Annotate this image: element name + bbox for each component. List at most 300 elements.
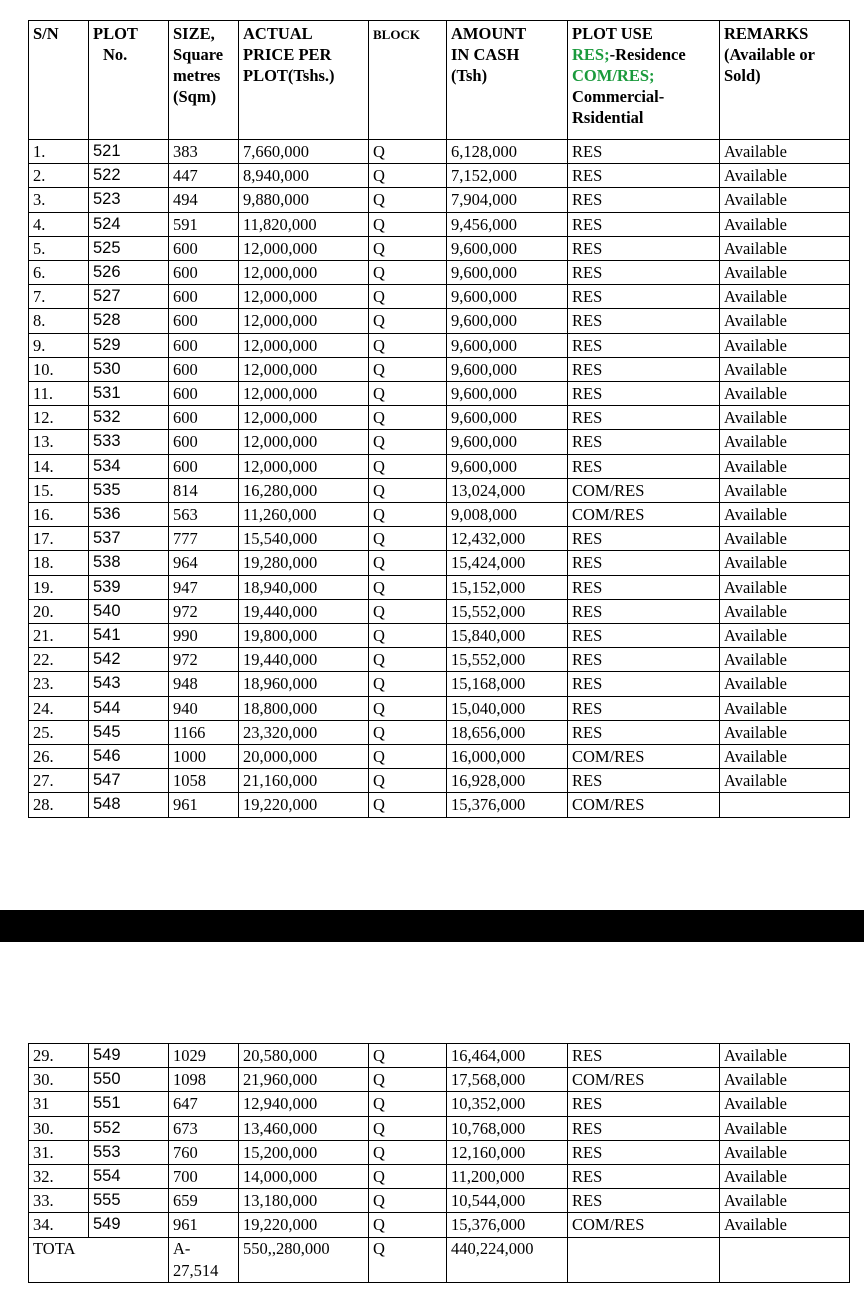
cell-plot-use: RES (568, 527, 720, 551)
cell-size: 600 (169, 236, 239, 260)
cell-remarks: Available (720, 140, 850, 164)
total-block: Q (369, 1237, 447, 1282)
cell-plot-no: 523 (89, 188, 169, 212)
cell-block: Q (369, 140, 447, 164)
cell-price: 15,540,000 (239, 527, 369, 551)
cell-plot-no: 547 (89, 769, 169, 793)
cell-sn: 1. (29, 140, 89, 164)
cell-plot-use: RES (568, 357, 720, 381)
cell-block: Q (369, 382, 447, 406)
cell-cash: 15,152,000 (447, 575, 568, 599)
table-row (29, 285, 850, 309)
cell-remarks: Available (720, 357, 850, 381)
cell-size: 600 (169, 333, 239, 357)
cell-cash: 10,352,000 (447, 1092, 568, 1116)
cell-block: Q (369, 261, 447, 285)
cell-cash: 9,600,000 (447, 454, 568, 478)
cell-remarks: Available (720, 1189, 850, 1213)
table-row (29, 1116, 850, 1140)
cell-remarks: Available (720, 745, 850, 769)
cell-cash: 6,128,000 (447, 140, 568, 164)
header-size: SIZE, Square metres (Sqm) (169, 21, 239, 140)
cell-remarks: Available (720, 648, 850, 672)
cell-remarks: Available (720, 188, 850, 212)
cell-plot-no: 529 (89, 333, 169, 357)
cell-cash: 17,568,000 (447, 1068, 568, 1092)
cell-block: Q (369, 1213, 447, 1237)
cell-price: 12,000,000 (239, 357, 369, 381)
cell-plot-use: RES (568, 140, 720, 164)
cell-remarks: Available (720, 624, 850, 648)
cell-plot-use: COM/RES (568, 503, 720, 527)
cell-cash: 9,600,000 (447, 236, 568, 260)
cell-sn: 21. (29, 624, 89, 648)
cell-cash: 9,008,000 (447, 503, 568, 527)
table-row (29, 575, 850, 599)
cell-size: 647 (169, 1092, 239, 1116)
cell-cash: 9,600,000 (447, 406, 568, 430)
cell-remarks: Available (720, 1092, 850, 1116)
cell-sn: 14. (29, 454, 89, 478)
cell-plot-use: RES (568, 333, 720, 357)
cell-cash: 9,456,000 (447, 212, 568, 236)
cell-cash: 16,000,000 (447, 745, 568, 769)
cell-plot-no: 555 (89, 1189, 169, 1213)
table-row (29, 672, 850, 696)
cell-plot-use: COM/RES (568, 793, 720, 817)
table-row (29, 1044, 850, 1068)
cell-cash: 15,376,000 (447, 793, 568, 817)
cell-sn: 25. (29, 720, 89, 744)
cell-price: 16,280,000 (239, 478, 369, 502)
cell-size: 600 (169, 406, 239, 430)
total-cash: 440,224,000 (447, 1237, 568, 1282)
cell-plot-no: 552 (89, 1116, 169, 1140)
table-row (29, 599, 850, 623)
cell-sn: 33. (29, 1189, 89, 1213)
cell-price: 19,440,000 (239, 648, 369, 672)
total-plot-use (568, 1237, 720, 1282)
cell-price: 12,000,000 (239, 333, 369, 357)
cell-sn: 29. (29, 1044, 89, 1068)
cell-plot-no: 541 (89, 624, 169, 648)
cell-size: 961 (169, 1213, 239, 1237)
table-row (29, 309, 850, 333)
cell-plot-use: RES (568, 1044, 720, 1068)
table-row (29, 454, 850, 478)
cell-plot-use: RES (568, 164, 720, 188)
cell-sn: 6. (29, 261, 89, 285)
total-price: 550,,280,000 (239, 1237, 369, 1282)
cell-size: 1029 (169, 1044, 239, 1068)
cell-block: Q (369, 454, 447, 478)
cell-sn: 8. (29, 309, 89, 333)
cell-remarks: Available (720, 769, 850, 793)
cell-sn: 12. (29, 406, 89, 430)
cell-price: 19,220,000 (239, 1213, 369, 1237)
cell-block: Q (369, 648, 447, 672)
cell-plot-use: RES (568, 624, 720, 648)
cell-plot-no: 542 (89, 648, 169, 672)
cell-block: Q (369, 1140, 447, 1164)
cell-price: 11,260,000 (239, 503, 369, 527)
cell-block: Q (369, 212, 447, 236)
cell-plot-use: COM/RES (568, 1213, 720, 1237)
cell-size: 600 (169, 309, 239, 333)
cell-plot-use: COM/RES (568, 478, 720, 502)
cell-cash: 16,928,000 (447, 769, 568, 793)
cell-block: Q (369, 236, 447, 260)
cell-size: 600 (169, 285, 239, 309)
cell-cash: 10,544,000 (447, 1189, 568, 1213)
cell-block: Q (369, 1116, 447, 1140)
cell-size: 947 (169, 575, 239, 599)
cell-size: 600 (169, 454, 239, 478)
cell-remarks: Available (720, 527, 850, 551)
cell-price: 14,000,000 (239, 1165, 369, 1189)
cell-cash: 12,432,000 (447, 527, 568, 551)
header-plot-no: PLOT No. (89, 21, 169, 140)
cell-plot-no: 538 (89, 551, 169, 575)
cell-plot-use: RES (568, 1165, 720, 1189)
total-row (29, 1237, 850, 1282)
cell-plot-use: RES (568, 406, 720, 430)
cell-cash: 13,024,000 (447, 478, 568, 502)
cell-size: 1000 (169, 745, 239, 769)
table-row (29, 1068, 850, 1092)
cell-size: 972 (169, 599, 239, 623)
table-row (29, 333, 850, 357)
cell-remarks: Available (720, 382, 850, 406)
cell-plot-no: 549 (89, 1044, 169, 1068)
plots-table-page-2 (28, 1043, 850, 1283)
table-row (29, 1213, 850, 1237)
table-row (29, 212, 850, 236)
cell-plot-use: RES (568, 212, 720, 236)
cell-price: 7,660,000 (239, 140, 369, 164)
cell-block: Q (369, 478, 447, 502)
cell-plot-no: 544 (89, 696, 169, 720)
cell-cash: 9,600,000 (447, 357, 568, 381)
cell-block: Q (369, 793, 447, 817)
cell-plot-no: 535 (89, 478, 169, 502)
cell-size: 563 (169, 503, 239, 527)
cell-remarks: Available (720, 599, 850, 623)
cell-size: 760 (169, 1140, 239, 1164)
header-block: BLOCK (369, 21, 447, 140)
cell-plot-use: RES (568, 672, 720, 696)
cell-plot-no: 548 (89, 793, 169, 817)
cell-block: Q (369, 357, 447, 381)
table-row (29, 1189, 850, 1213)
cell-remarks: Available (720, 478, 850, 502)
cell-block: Q (369, 333, 447, 357)
cell-plot-no: 530 (89, 357, 169, 381)
cell-remarks: Available (720, 333, 850, 357)
cell-remarks: Available (720, 212, 850, 236)
cell-price: 9,880,000 (239, 188, 369, 212)
table-row (29, 261, 850, 285)
cell-size: 940 (169, 696, 239, 720)
table-row (29, 478, 850, 502)
cell-size: 700 (169, 1165, 239, 1189)
cell-price: 12,000,000 (239, 261, 369, 285)
table-row (29, 1140, 850, 1164)
page-divider-bar (0, 910, 864, 942)
table-row (29, 236, 850, 260)
total-remarks (720, 1237, 850, 1282)
cell-plot-use: RES (568, 769, 720, 793)
cell-plot-use: COM/RES (568, 1068, 720, 1092)
cell-sn: 19. (29, 575, 89, 599)
cell-cash: 10,768,000 (447, 1116, 568, 1140)
cell-remarks: Available (720, 720, 850, 744)
cell-block: Q (369, 720, 447, 744)
cell-plot-no: 534 (89, 454, 169, 478)
cell-cash: 15,040,000 (447, 696, 568, 720)
cell-plot-no: 524 (89, 212, 169, 236)
cell-block: Q (369, 503, 447, 527)
cell-cash: 15,552,000 (447, 648, 568, 672)
cell-cash: 9,600,000 (447, 261, 568, 285)
cell-cash: 18,656,000 (447, 720, 568, 744)
cell-remarks: Available (720, 1116, 850, 1140)
cell-sn: 5. (29, 236, 89, 260)
cell-plot-no: 525 (89, 236, 169, 260)
cell-remarks: Available (720, 261, 850, 285)
total-size: A- 27,514 (169, 1237, 239, 1282)
cell-size: 990 (169, 624, 239, 648)
cell-cash: 15,376,000 (447, 1213, 568, 1237)
cell-plot-use: RES (568, 382, 720, 406)
cell-remarks: Available (720, 454, 850, 478)
cell-remarks: Available (720, 285, 850, 309)
cell-price: 20,000,000 (239, 745, 369, 769)
cell-size: 383 (169, 140, 239, 164)
cell-sn: 10. (29, 357, 89, 381)
cell-block: Q (369, 769, 447, 793)
res-legend-code: RES; (572, 45, 610, 64)
cell-sn: 26. (29, 745, 89, 769)
cell-plot-no: 521 (89, 140, 169, 164)
cell-size: 591 (169, 212, 239, 236)
cell-plot-no: 522 (89, 164, 169, 188)
cell-plot-use: RES (568, 648, 720, 672)
cell-block: Q (369, 696, 447, 720)
cell-remarks (720, 793, 850, 817)
cell-size: 600 (169, 382, 239, 406)
cell-remarks: Available (720, 1044, 850, 1068)
cell-plot-use: RES (568, 551, 720, 575)
cell-sn: 13. (29, 430, 89, 454)
cell-remarks: Available (720, 309, 850, 333)
header-cash: AMOUNT IN CASH (Tsh) (447, 21, 568, 140)
cell-price: 12,000,000 (239, 285, 369, 309)
cell-price: 19,280,000 (239, 551, 369, 575)
cell-remarks: Available (720, 1165, 850, 1189)
cell-remarks: Available (720, 1140, 850, 1164)
table-row (29, 720, 850, 744)
cell-plot-no: 540 (89, 599, 169, 623)
cell-cash: 9,600,000 (447, 382, 568, 406)
cell-block: Q (369, 1165, 447, 1189)
cell-sn: 30. (29, 1068, 89, 1092)
cell-plot-no: 551 (89, 1092, 169, 1116)
cell-size: 600 (169, 261, 239, 285)
table-row (29, 503, 850, 527)
cell-remarks: Available (720, 696, 850, 720)
cell-size: 600 (169, 357, 239, 381)
cell-cash: 12,160,000 (447, 1140, 568, 1164)
cell-price: 12,000,000 (239, 309, 369, 333)
table-row (29, 551, 850, 575)
cell-price: 13,460,000 (239, 1116, 369, 1140)
cell-block: Q (369, 575, 447, 599)
cell-sn: 7. (29, 285, 89, 309)
table-row (29, 745, 850, 769)
cell-plot-no: 536 (89, 503, 169, 527)
cell-price: 23,320,000 (239, 720, 369, 744)
cell-sn: 23. (29, 672, 89, 696)
plots-table-page-1 (28, 20, 850, 818)
cell-plot-no: 539 (89, 575, 169, 599)
cell-size: 600 (169, 430, 239, 454)
cell-size: 494 (169, 188, 239, 212)
cell-sn: 20. (29, 599, 89, 623)
cell-sn: 24. (29, 696, 89, 720)
cell-size: 447 (169, 164, 239, 188)
cell-plot-no: 531 (89, 382, 169, 406)
cell-plot-no: 533 (89, 430, 169, 454)
cell-block: Q (369, 527, 447, 551)
cell-block: Q (369, 599, 447, 623)
table-row (29, 769, 850, 793)
table-row (29, 696, 850, 720)
cell-price: 12,000,000 (239, 236, 369, 260)
cell-sn: 17. (29, 527, 89, 551)
cell-price: 18,940,000 (239, 575, 369, 599)
table-row (29, 1092, 850, 1116)
cell-block: Q (369, 551, 447, 575)
cell-block: Q (369, 188, 447, 212)
cell-plot-use: RES (568, 430, 720, 454)
cell-remarks: Available (720, 430, 850, 454)
table-row (29, 527, 850, 551)
cell-size: 961 (169, 793, 239, 817)
cell-sn: 4. (29, 212, 89, 236)
header-sn: S/N (29, 21, 89, 140)
cell-plot-no: 554 (89, 1165, 169, 1189)
cell-plot-use: RES (568, 1116, 720, 1140)
cell-block: Q (369, 672, 447, 696)
cell-cash: 9,600,000 (447, 430, 568, 454)
cell-plot-use: RES (568, 309, 720, 333)
cell-remarks: Available (720, 551, 850, 575)
cell-cash: 7,152,000 (447, 164, 568, 188)
cell-price: 18,960,000 (239, 672, 369, 696)
cell-sn: 31. (29, 1140, 89, 1164)
table-row (29, 140, 850, 164)
table-row (29, 793, 850, 817)
cell-plot-use: RES (568, 188, 720, 212)
cell-price: 12,940,000 (239, 1092, 369, 1116)
table-row (29, 406, 850, 430)
cell-plot-no: 549 (89, 1213, 169, 1237)
cell-plot-use: RES (568, 575, 720, 599)
cell-plot-no: 537 (89, 527, 169, 551)
cell-price: 18,800,000 (239, 696, 369, 720)
cell-cash: 9,600,000 (447, 309, 568, 333)
cell-sn: 27. (29, 769, 89, 793)
cell-plot-no: 526 (89, 261, 169, 285)
cell-cash: 15,552,000 (447, 599, 568, 623)
cell-size: 1098 (169, 1068, 239, 1092)
cell-block: Q (369, 406, 447, 430)
cell-plot-no: 543 (89, 672, 169, 696)
cell-price: 19,220,000 (239, 793, 369, 817)
cell-cash: 9,600,000 (447, 285, 568, 309)
cell-size: 1166 (169, 720, 239, 744)
cell-price: 15,200,000 (239, 1140, 369, 1164)
cell-plot-no: 532 (89, 406, 169, 430)
cell-sn: 22. (29, 648, 89, 672)
cell-block: Q (369, 1092, 447, 1116)
cell-sn: 32. (29, 1165, 89, 1189)
cell-plot-use: RES (568, 1092, 720, 1116)
table-row (29, 648, 850, 672)
cell-price: 12,000,000 (239, 454, 369, 478)
header-row (29, 21, 850, 140)
cell-plot-use: RES (568, 261, 720, 285)
cell-remarks: Available (720, 164, 850, 188)
cell-size: 1058 (169, 769, 239, 793)
cell-remarks: Available (720, 1213, 850, 1237)
cell-plot-use: RES (568, 285, 720, 309)
table-row (29, 624, 850, 648)
cell-plot-use: RES (568, 1189, 720, 1213)
cell-plot-use: RES (568, 454, 720, 478)
cell-block: Q (369, 624, 447, 648)
cell-sn: 3. (29, 188, 89, 212)
cell-size: 964 (169, 551, 239, 575)
cell-sn: 16. (29, 503, 89, 527)
cell-block: Q (369, 1189, 447, 1213)
cell-price: 12,000,000 (239, 430, 369, 454)
cell-price: 19,440,000 (239, 599, 369, 623)
cell-remarks: Available (720, 672, 850, 696)
cell-sn: 2. (29, 164, 89, 188)
cell-price: 21,960,000 (239, 1068, 369, 1092)
cell-plot-no: 550 (89, 1068, 169, 1092)
cell-size: 814 (169, 478, 239, 502)
cell-remarks: Available (720, 236, 850, 260)
cell-plot-use: RES (568, 696, 720, 720)
cell-cash: 9,600,000 (447, 333, 568, 357)
cell-cash: 16,464,000 (447, 1044, 568, 1068)
cell-sn: 9. (29, 333, 89, 357)
cell-plot-no: 546 (89, 745, 169, 769)
cell-price: 20,580,000 (239, 1044, 369, 1068)
cell-block: Q (369, 430, 447, 454)
cell-block: Q (369, 164, 447, 188)
table-row (29, 188, 850, 212)
cell-block: Q (369, 1044, 447, 1068)
cell-cash: 15,168,000 (447, 672, 568, 696)
cell-sn: 31 (29, 1092, 89, 1116)
cell-price: 12,000,000 (239, 406, 369, 430)
cell-plot-use: RES (568, 720, 720, 744)
cell-size: 777 (169, 527, 239, 551)
